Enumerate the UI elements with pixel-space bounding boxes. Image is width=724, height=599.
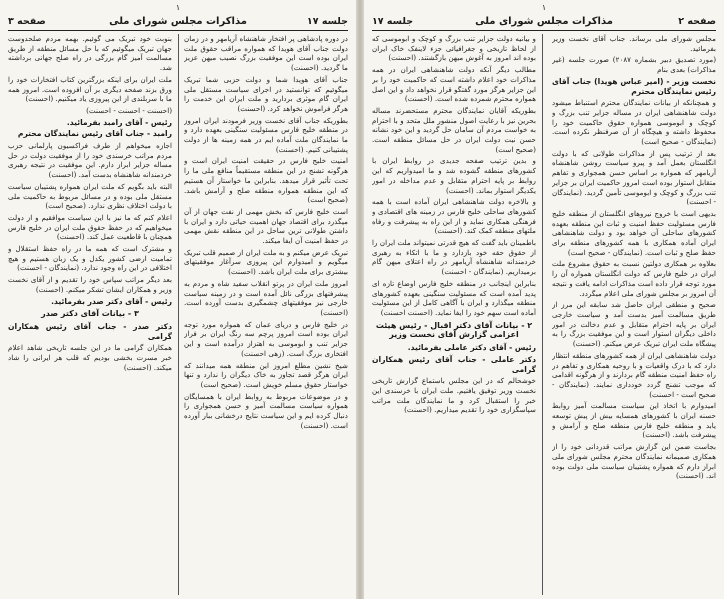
paragraph: ملت ایران برای اینکه بزرگترین کتاب افتخارات خود را ورق بزند صفحه دیگری بر آن افزوده است. امروز همه ما با سربلندی از این پیروزی یاد میکنیم. (احسنت) [8, 74, 172, 104]
paragraph: بطوریکه آقایان نمایندگان محترم مستحضرند مساله بحرین نیز با رعایت اصول منشور ملل متحد و با احترام به خواست مردم آن سامان حل گردید و این خود نشانه حسن نیت دولت ایران در حل مسائل منطقه است. (صحیح است) [372, 105, 536, 154]
paragraph: بجاست ضمن این گزارش مراتب قدردانی خود را از همکاری صمیمانه نمایندگان محترم مجلس شورای ملی ابراز دارم که همواره پشتیبان سیاست ملی دولت بوده اند. (احسنت) [552, 442, 716, 481]
paragraph: و مشترک است که همه ما در راه حفظ استقلال و تمامیت ارضی کشور یکدل و یک زبان هستیم و هیچ اختلافی در این راه وجود ندارد. (نمایندگان - احسنت) [8, 244, 172, 273]
paragraph: (مورد تصدیق دبیر بشماره ۲۰۸۷) صورت جلسه (غیر مذاکرات) بعدی بنام [552, 55, 716, 75]
paragraph: است خلیج فارس که بخش مهمی از نفت جهان از آن میگذرد برای اقتصاد جهان اهمیت حیاتی دارد و ایران با داشتن طولانی ترین ساحل در این منطقه نقش مهمی در حفظ امنیت آن ایفا میکند. [184, 206, 348, 246]
column-divider [178, 34, 179, 595]
right-page [364, 0, 724, 599]
paragraph: در خلیج فارس و دریای عمان که همواره مورد توجه ایران بوده است امروز پرچم سه رنگ ایران بر فراز جزایر تنب و ابوموسی به اهتزاز درآمده است و این افتخاری بزرگ است. (زهی احسنت) [184, 319, 348, 358]
paragraph: امنیت خلیج فارس در حقیقت امنیت ایران است و هرگونه تشنج در این منطقه مستقیماً منافع ملی ما را تحت تأثیر قرار میدهد. بنابراین ما خواستار آن هستیم که این منطقه همواره منطقه صلح و آرامش باشد. (صحیح است) [184, 156, 348, 205]
paragraph: و بیانیه دولت جزایر تنب بزرگ و کوچک و ابوموسی که از لحاظ تاریخی و جغرافیائی جزء لاینفک خاک ایران بوده اند امروز به آغوش میهن بازگشتند. (احسنت) [372, 34, 536, 63]
paragraph: بعلاوه بر همکاری دولتین نسبت به حقوق مشروع ملت ایران در خلیج فارس که دولت انگلستان همواره آن را مورد توجه قرار داده است مذاکرات ادامه یافت و نتیجه آن امروز بر مجلس شورای ملی اعلام میگردد. [552, 259, 716, 298]
speaker-line: رئیس - آقای دکتر عاملی بفرمائید. [407, 343, 536, 353]
paragraph: جناب آقای هویدا شما و دولت حزبی شما تبریک میگوئیم که توانستید در اجرای سیاست مستقل ملی ایران گام موثری بردارید و ملت ایران این خدمت را هرگز فراموش نخواهد کرد. (احسنت) [184, 74, 348, 113]
paragraph: و بدین ترتیب صفحه جدیدی در روابط ایران با کشورهای منطقه گشوده شد و ما امیدواریم که این روابط بر پایه احترام متقابل و عدم مداخله در امور یکدیگر استوار بماند. (احسنت) [372, 156, 536, 195]
paragraph: بدیهی است با خروج نیروهای انگلستان از منطقه خلیج فارس مسئولیت حفظ امنیت و ثبات این منطقه بعهده کشورهای ساحلی آن خواهد بود و دولت شاهنشاهی ایران آماده همکاری با همه کشورهای منطقه برای حفظ صلح و ثبات است. (نمایندگان - صحیح است) [552, 208, 716, 257]
paragraph: (احسنت - احسنت - احسنت) [86, 105, 172, 115]
paragraph: بعد دیگر مراتب سپاس خود را تقدیم و از آقای نخست وزیر و همکاران ایشان تشکر میکنم. (احسنت) [8, 275, 172, 294]
text-columns [372, 34, 716, 595]
paragraph: تبریک عرض میکنم و به ملت ایران از صمیم قلب تبریک میگویم و امیدوارم این پیروزی سرآغاز موفقیتهای بیشتری برای ملت ایران باشد. (احسنت) [184, 247, 348, 277]
page-header [8, 14, 348, 31]
page-number: ۱ [175, 3, 181, 12]
paragraph: مجلس شورای ملی برساند. جناب آقای نخست وزیر بفرمائید. [552, 34, 716, 53]
section-heading: ۳ - بیانات آقای دکتر صدر [41, 309, 139, 319]
paragraph: خوشحالم که در این مجلس باستماع گزارش تاریخی نخست وزیر توفیق یافتیم. ملت ایران با خرسندی این خبر را استقبال کرد و ما نمایندگان ملت مراتب سپاسگزاری خود را تقدیم میداریم. (احسنت) [372, 376, 536, 415]
text-column [184, 34, 348, 595]
paragraph: مطالب دیگر آنکه دولت شاهنشاهی ایران در همه مذاکرات خود اعلام داشته است که حاکمیت خود را بر این جزایر هرگز مورد گفتگو قرار نخواهد داد و این اصل همواره محترم شمرده شده است. (احسنت) [372, 65, 536, 104]
paragraph: اجازه میخواهم از طرف فراکسیون پارلمانی حزب مردم مراتب خرسندی خود را از موفقیت دولت در حل مساله جزایر ابراز دارم. این موفقیت در نتیجه رهبری خردمندانه شاهنشاه بدست آمد. (احسنت) [8, 141, 172, 180]
paragraph: صحیح و منطقی ایران حاصل شد سابقه این مرز از طریق مسالمت آمیز بدست آمد و سیاست خارجی ایران بر پایه احترام متقابل و عدم دخالت در امور داخلی دیگران استوار است و این موفقیت بزرگ را به پیشگاه ملت ایران تبریک عرض میکنم. (احسنت) [552, 300, 716, 349]
page-gutter [356, 0, 364, 599]
text-column [8, 34, 172, 595]
paragraph: در دوره پادشاهی پر افتخار شاهنشاه آریامهر و در زمان دولت جناب آقای هویدا که همواره مراقب حقوق ملت ایران بوده است این موفقیت بزرگ نصیب میهن عزیز ما گردید. (احسنت) [184, 34, 348, 73]
speaker-line: رئیس - آقای رامبد بفرمائید. [66, 117, 172, 127]
header-page: صفحه ۳ [8, 16, 46, 27]
paragraph: بنابراین اینجانب در منطقه خلیج فارس اوضاع تازه ای پدید آمده است که مسئولیت سنگینی بعهده کشورهای منطقه میگذارد و ایران با آگاهی کامل از این مسئولیت آماده است سهم خود را ایفا نماید. (احسنت احسنت) [372, 278, 536, 317]
text-column [552, 34, 716, 595]
paragraph: بنوبت خود تبریک می گوئیم. بهمه مردم صلحدوست جهان تبریک میگوئیم که با حل مسائل منطقه از طریق مسالمت آمیز گام بزرگی در راه صلح جهانی برداشته شد. [8, 34, 172, 73]
paragraph: امروز ملت ایران در پرتو انقلاب سفید شاه و مردم به پیشرفتهای بزرگی نائل آمده است و در زمینه سیاست خارجی نیز موفقیتهای چشمگیری بدست آورده است. (احسنت) [184, 278, 348, 317]
section-heading: ۲ - بیانات آقای دکتر اقبال - رئیس هیئت اعزامی گزارش آقای نخست وزیر [375, 320, 533, 340]
paragraph: بعد از ترتیب پس از مذاکرات طولانی که با دولت انگلستان بعمل آمد و پیرو سیاست روشن شاهنشاه آریامهر که همواره بر اساس حسن همجواری و تفاهم متقابل استوار بوده است امروز حاکمیت ایران بر جزایر تنب بزرگ و کوچک و ابوموسی تأمین گردید. (نمایندگان - احسنت) [552, 148, 716, 207]
paragraph: امیدوارم با اتخاذ این سیاست مسالمت آمیز روابط حسنه ایران با کشورهای همسایه بیش از پیش توسعه یابد و منطقه خلیج فارس منطقه صلح و آرامش و پیشرفت باشد. (احسنت) [552, 401, 716, 440]
text-column [372, 34, 536, 595]
header-title: مذاکرات مجلس شورای ملی [109, 16, 247, 27]
header-session: جلسه ۱۷ [306, 16, 348, 27]
paragraph: اعلام کنم که ما نیز با این سیاست موافقیم و از دولت میخواهیم که در حفظ حقوق ملت ایران در خلیج فارس همچنان با قاطعیت عمل کند. (احسنت) [8, 212, 172, 242]
paragraph: شیخ نشین مطلع امروز این منطقه همه میدانند که ایران هرگز قصد تجاوز به خاک دیگران را ندارد و تنها خواستار حقوق مسلم خویش است. (صحیح است) [184, 360, 348, 389]
speaker-line: دکتر صدر - جناب آقای رئیس همکاران گرامی [8, 321, 172, 341]
page-number: ۱ [541, 3, 547, 12]
paragraph: و بالاخره دولت شاهنشاهی ایران آماده است با همه کشورهای ساحلی خلیج فارس در زمینه های اقتصادی و فرهنگی همکاری نماید و از این راه به پیشرفت و رفاه ملتهای منطقه کمک کند. (احسنت) [372, 197, 536, 236]
header-session: جلسه ۱۷ [372, 16, 414, 27]
speaker-line: رامبد - جناب آقای رئیس نمایندگان محترم [17, 129, 172, 139]
paragraph: دولت شاهنشاهی ایران از همه کشورهای منطقه انتظار دارد که با درک واقعیات و با روحیه همکاری و تفاهم در راه حفظ امنیت منطقه گام بردارند و از هرگونه اقدامی که موجب تشنج گردد خودداری نمایند. (نمایندگان - صحیح است - احسنت) [552, 350, 716, 399]
paragraph: باطمینان باید گفت که هیچ قدرتی نمیتواند ملت ایران را از حقوق حقه خود بازدارد و ما با اتکاء به رهبری خردمندانه شاهنشاه آریامهر در راه اعتلای میهن گام برمیداریم. (نمایندگان - احسنت) [372, 238, 536, 277]
column-divider [542, 34, 543, 595]
speaker-line: نخست وزیر - (امیر عباس هویدا) جناب آقای رئیس نمایندگان محترم [552, 76, 716, 96]
text-columns [8, 34, 348, 595]
paragraph: البته باید بگویم که ملت ایران همواره پشتیبان سیاست مستقل ملی بوده و در مسائل مربوط به حاکمیت ملی با دولت اختلاف نظری ندارد. (صحیح است) [8, 181, 172, 211]
paragraph: و همچنانکه از بیانات نمایندگان محترم استنباط میشود دولت شاهنشاهی ایران در مساله جزایر تنب بزرگ و کوچک و ابوموسی همواره حقوق حاکمیت خود را محفوظ داشته و هیچگاه از آن صرفنظر نکرده است. (نمایندگان - صحیح است) [552, 98, 716, 147]
speaker-line: دکتر عاملی - جناب آقای رئیس همکاران گرامی [372, 354, 536, 374]
paragraph: همکاران گرامی ما در این جلسه تاریخی شاهد اعلام خبر مسرت بخشی بودیم که قلب هر ایرانی را شاد میکند. (احسنت) [8, 343, 172, 372]
header-title: مذاکرات مجلس شورای ملی [475, 16, 613, 27]
paragraph: بطوریکه جناب آقای نخست وزیر فرمودند ایران امروز در منطقه خلیج فارس مسئولیت سنگینی بعهده دارد و ما نمایندگان ملت آماده ایم در همه زمینه ها از دولت پشتیبانی کنیم. (احسنت) [184, 115, 348, 154]
header-page: صفحه ۲ [678, 16, 716, 27]
speaker-line: رئیس - آقای دکتر صدر بفرمائید. [51, 296, 172, 306]
paragraph: و در موضوعات مربوط به روابط ایران با همسایگان همواره سیاست مسالمت آمیز و حسن همجواری را دنبال کرده ایم و این سیاست نتایج درخشانی ببار آورده است. (احسنت) [184, 391, 348, 430]
page-header [372, 14, 716, 31]
left-page [0, 0, 356, 599]
